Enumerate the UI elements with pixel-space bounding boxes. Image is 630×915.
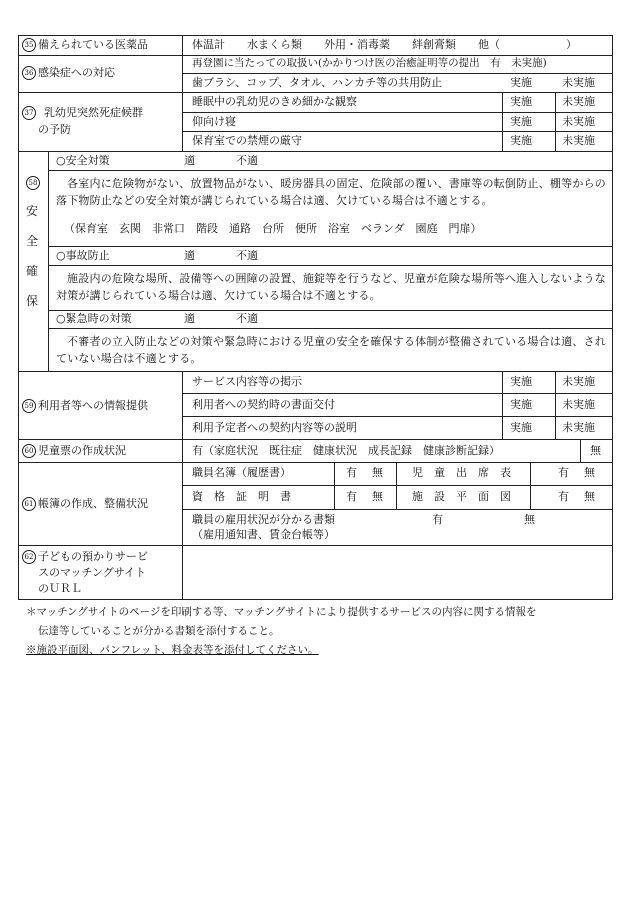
notimpl-option[interactable]: 未実施 <box>562 115 595 128</box>
employment-docs-examples: （雇用通知書、賃金台帳等） <box>192 528 335 541</box>
floor-plan: 施 設 平 面 図 <box>412 490 511 503</box>
emergency-text: 不審者の立入防止などの対策や緊急時における児童の安全を確保する体制が整備されている場合は適、されていない場合は不適とする。 <box>56 335 606 365</box>
ledger-label: 帳簿の作成、整備状況 <box>38 497 148 510</box>
item-number-61: 61 <box>22 497 36 511</box>
safety-measures-text: 各室内に危険物がない、放置物品がない、暖房器具の固定、危険部の覆い、書庫等の転倒防止、棚等からの落下物防止などの安全対策が講じられている場合は適、欠けている場合は不適とする。 <box>56 177 606 207</box>
medicine-label: 備えられている医薬品 <box>38 38 148 51</box>
info-provision-label: 利用者等への情報提供 <box>38 399 148 412</box>
matching-site-label-3: のＵＲＬ <box>38 582 82 595</box>
ari-option[interactable]: 有 <box>346 490 357 503</box>
info-item: サービス内容等の掲示 <box>192 375 302 388</box>
matching-site-note-2: 伝達等していることが分かる書類を添付すること。 <box>38 625 280 637</box>
nashi-option[interactable]: 無 <box>584 490 595 503</box>
staff-roster: 職員名簿（履歴書） <box>192 466 291 479</box>
emergency-heading: ○緊急時の対策 <box>56 312 132 325</box>
item-number-58: 58 <box>26 176 40 190</box>
ari-option[interactable]: 有 <box>558 490 569 503</box>
impl-option[interactable]: 実施 <box>510 95 532 108</box>
infection-label: 感染症への対応 <box>38 66 115 79</box>
nashi-option[interactable]: 無 <box>524 513 535 526</box>
safety-places: （保育室 玄関 非常口 階段 通路 台所 便所 浴室 ベランダ 園庭 門扉） <box>64 222 482 235</box>
notimpl-option[interactable]: 未実施 <box>562 76 595 89</box>
tekiyo-option[interactable]: 適 <box>184 249 195 262</box>
employment-docs: 職員の雇用状況が分かる書類 <box>192 513 335 526</box>
item-number-62: 62 <box>22 550 36 564</box>
reentry-handling: 再登園に当たっての取扱い(かかりつけ医の治癒証明等の提出 有 未実施) <box>192 57 547 69</box>
futekiyo-option[interactable]: 不適 <box>236 249 258 262</box>
notimpl-option[interactable]: 未実施 <box>562 134 595 147</box>
impl-option[interactable]: 実施 <box>510 115 532 128</box>
matching-site-label: 子どもの預かりサービ <box>38 550 148 563</box>
sids-label-2: の予防 <box>38 123 71 136</box>
futekiyo-option[interactable]: 不適 <box>236 154 258 167</box>
item-number-36: 36 <box>22 66 36 80</box>
info-item: 利用者への契約時の書面交付 <box>192 398 335 411</box>
tekiyo-option[interactable]: 適 <box>184 312 195 325</box>
item-number-35: 35 <box>22 38 36 52</box>
attachment-note: ※施設平面図、パンフレット、料金表等を添付してください。 <box>26 644 319 656</box>
none-option[interactable]: 無 <box>590 444 601 457</box>
item-number-60: 60 <box>22 444 36 458</box>
accident-prevention-heading: ○事故防止 <box>56 249 110 262</box>
child-record-content: 有（家庭状況 既往症 健康状況 成長記録 健康診断記録） <box>192 444 500 457</box>
impl-option[interactable]: 実施 <box>510 134 532 147</box>
ari-option[interactable]: 有 <box>346 466 357 479</box>
section-title-char: 全 <box>25 234 38 248</box>
sids-item: 仰向け寝 <box>192 115 236 128</box>
sids-item: 睡眠中の乳幼児のきめ細かな観察 <box>192 95 357 108</box>
accident-prevention-text: 施設内の危険な場所、設備等への囲障の設置、施錠等を行うなど、児童が危険な場所等へ進入しないような対策が講じられている場合は適、欠けている場合は不適とする。 <box>56 272 606 302</box>
item-number-37: 37 <box>22 106 36 120</box>
notimpl-option[interactable]: 未実施 <box>562 95 595 108</box>
nashi-option[interactable]: 無 <box>372 490 383 503</box>
attendance-sheet: 児 童 出 席 表 <box>412 466 511 479</box>
nashi-option[interactable]: 無 <box>584 466 595 479</box>
child-record-label: 児童票の作成状況 <box>38 444 126 457</box>
impl-option[interactable]: 実施 <box>510 398 532 411</box>
impl-option[interactable]: 実施 <box>510 421 532 434</box>
qualification-cert: 資 格 証 明 書 <box>192 490 291 503</box>
impl-option[interactable]: 実施 <box>510 375 532 388</box>
sids-label: 乳幼児突然死症候群 <box>44 106 143 119</box>
tekiyo-option[interactable]: 適 <box>184 154 195 167</box>
nashi-option[interactable]: 無 <box>372 466 383 479</box>
section-title-char: 保 <box>25 294 38 308</box>
medicine-items: 体温計 水まくら類 外用・消毒薬 絆創膏類 他（ ） <box>192 38 577 51</box>
section-title-char: 安 <box>25 204 38 218</box>
section-title-char: 確 <box>25 264 38 278</box>
futekiyo-option[interactable]: 不適 <box>236 312 258 325</box>
notimpl-option[interactable]: 未実施 <box>562 421 595 434</box>
impl-option[interactable]: 実施 <box>510 76 532 89</box>
info-item: 利用予定者への契約内容等の説明 <box>192 421 357 434</box>
notimpl-option[interactable]: 未実施 <box>562 398 595 411</box>
item-number-59: 59 <box>22 399 36 413</box>
matching-site-label-2: スのマッチングサイト <box>38 566 147 579</box>
ari-option[interactable]: 有 <box>432 513 443 526</box>
matching-site-url-field[interactable] <box>186 549 608 595</box>
notimpl-option[interactable]: 未実施 <box>562 375 595 388</box>
shared-use-prevention: 歯ブラシ、コップ、タオル、ハンカチ等の共用防止 <box>192 76 443 89</box>
matching-site-note: ＊マッチングサイトのページを印刷する等、マッチングサイトにより提供するサービスの内容に関する情報を <box>26 606 537 618</box>
safety-measures-heading: ○安全対策 <box>56 154 110 167</box>
sids-item: 保育室での禁煙の厳守 <box>192 134 302 147</box>
ari-option[interactable]: 有 <box>558 466 569 479</box>
